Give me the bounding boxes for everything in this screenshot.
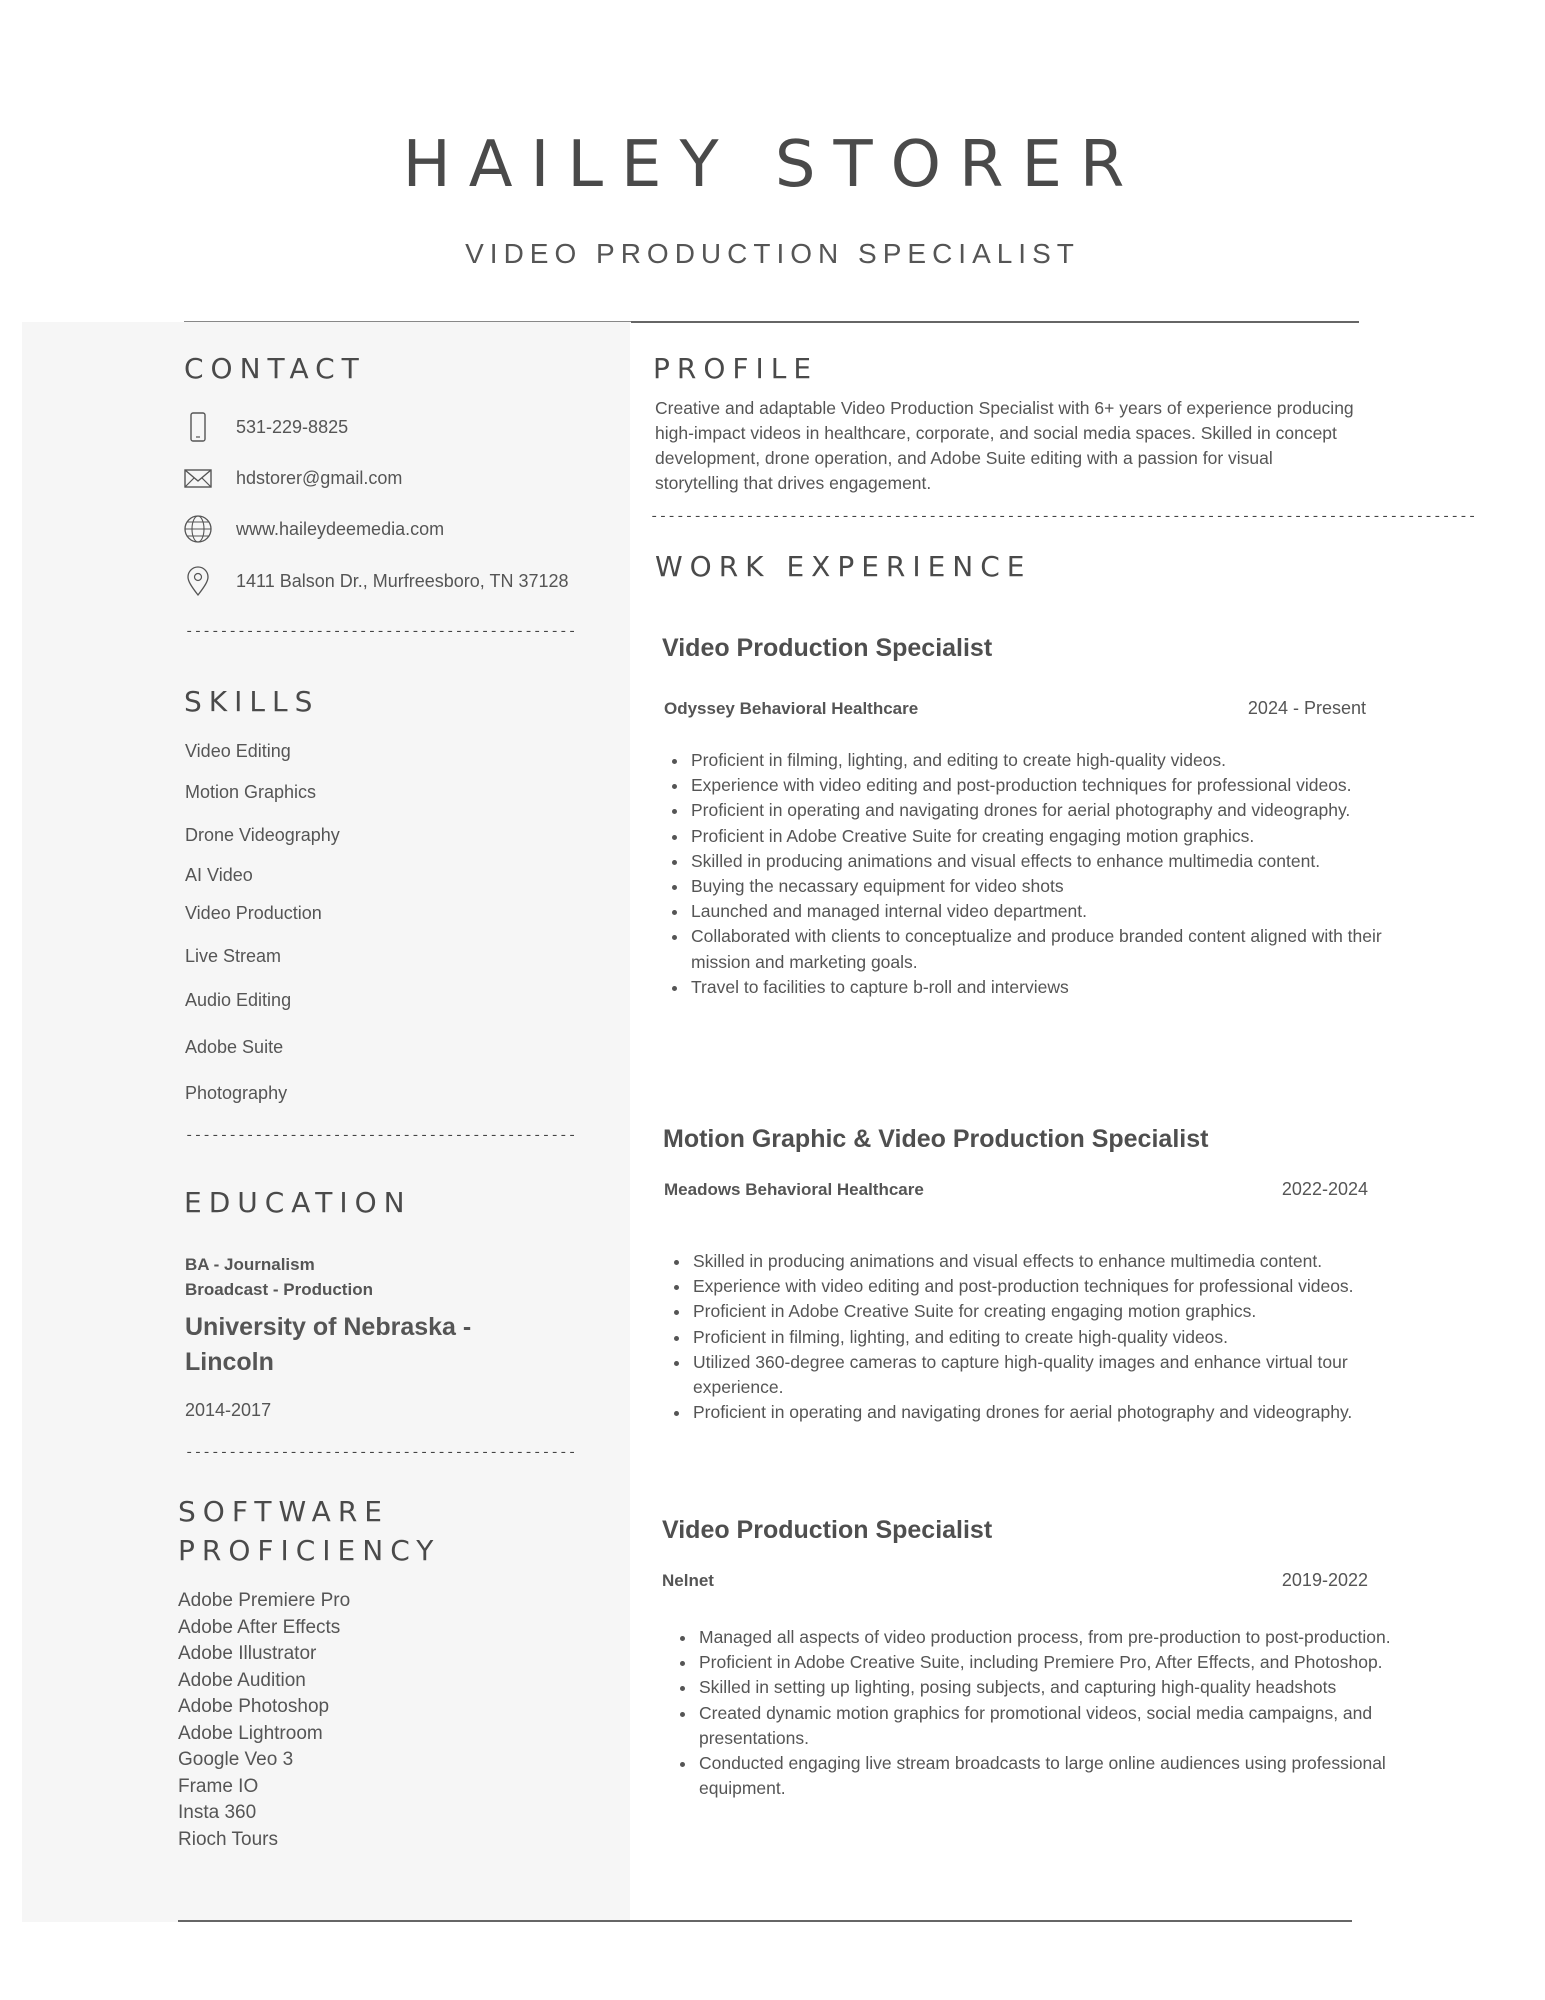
software-item: Insta 360 — [178, 1802, 257, 1823]
software-item: Rioch Tours — [178, 1828, 278, 1850]
software-heading-line1: SOFTWARE — [178, 1495, 389, 1528]
list-item: • Skilled in setting up lighting, posing subjects, and capturing high-quality headshots — [697, 1675, 1391, 1700]
list-item: • Buying the necassary equipment for video shots — [689, 874, 1389, 899]
software-item: Google Veo 3 — [178, 1749, 294, 1770]
candidate-name: HAILEY STORER — [402, 128, 1143, 202]
software-item: Adobe Photoshop — [178, 1696, 330, 1717]
contact-address — [183, 565, 569, 597]
list-item: • Travel to facilities to capture b-roll and interviews — [689, 975, 1389, 1000]
profile-divider: ----------------------------------------------------------------------------------------------- — [650, 509, 1477, 525]
skills-divider: --------------------------------------------- — [185, 1128, 577, 1144]
bottom-rule — [178, 1920, 1352, 1922]
address-text: 1411 Balson Dr., Murfreesboro, TN 37128 — [236, 570, 569, 591]
skill-item: Live Stream — [185, 946, 282, 966]
company-name: Odyssey Behavioral Healthcare — [664, 699, 919, 718]
software-item: Adobe After Effects — [178, 1616, 341, 1638]
concentration: Broadcast - Production — [185, 1280, 373, 1299]
software-list — [178, 1588, 350, 1853]
skill-item: Audio Editing — [185, 990, 292, 1010]
list-item: • Collaborated with clients to conceptualize and produce branded content aligned with their mission and marketing goals. — [689, 924, 1389, 974]
list-item: • Managed all aspects of video production process, from pre-production to post-production. — [697, 1625, 1391, 1650]
software-item: Adobe Audition — [178, 1669, 306, 1691]
software-item: Frame IO — [178, 1775, 259, 1797]
list-item: • Created dynamic motion graphics for promotional videos, social media campaigns, and presentations. — [697, 1701, 1391, 1751]
job-bullets — [672, 1625, 1391, 1801]
list-item: • Proficient in Adobe Creative Suite for creating engaging motion graphics. — [691, 1299, 1391, 1324]
company-name: Meadows Behavioral Healthcare — [664, 1180, 924, 1199]
software-item: Adobe Premiere Pro — [178, 1590, 351, 1611]
list-item: • Proficient in filming, lighting, and editing to create high-quality videos. — [691, 1325, 1391, 1350]
software-heading-line2: PROFICIENCY — [178, 1534, 441, 1567]
list-item: • Proficient in filming, lighting, and editing to create high-quality videos. — [689, 748, 1389, 773]
skill-item: Motion Graphics — [185, 782, 317, 802]
job-title-header: VIDEO PRODUCTION SPECIALIST — [465, 238, 1080, 269]
list-item: • Utilized 360-degree cameras to capture high-quality images and enhance virtual tour experience. — [691, 1350, 1391, 1400]
skill-item: Adobe Suite — [185, 1037, 284, 1057]
email-text[interactable]: hdstorer@gmail.com — [236, 467, 403, 488]
phone-icon — [183, 411, 213, 443]
phone-text[interactable]: 531-229-8825 — [236, 416, 349, 437]
list-item: • Skilled in producing animations and visual effects to enhance multimedia content. — [689, 849, 1389, 874]
list-item: • Launched and managed internal video department. — [689, 899, 1389, 924]
top-rule-right — [631, 321, 1359, 323]
skill-item: Drone Videography — [185, 825, 340, 845]
job-title: Video Production Specialist — [662, 634, 993, 662]
education-heading: EDUCATION — [184, 1186, 412, 1219]
email-icon — [183, 462, 213, 494]
list-item: • Proficient in Adobe Creative Suite, including Premiere Pro, After Effects, and Photoshop. — [697, 1650, 1391, 1675]
list-item: • Experience with video editing and post-production techniques for professional videos. — [691, 1274, 1391, 1299]
work-experience-heading: WORK EXPERIENCE — [655, 550, 1032, 583]
skill-item: AI Video — [185, 865, 253, 885]
list-item: • Proficient in operating and navigating drones for aerial photography and videography. — [689, 798, 1389, 823]
job-dates: 2024 - Present — [1247, 698, 1366, 718]
contact-heading: CONTACT — [184, 352, 366, 385]
skill-item: Video Production — [185, 903, 322, 923]
job-dates: 2019-2022 — [1281, 1570, 1368, 1590]
school-name: University of Nebraska - Lincoln — [185, 1313, 472, 1376]
contact-phone — [183, 411, 349, 443]
degree: BA - Journalism — [185, 1255, 315, 1274]
list-item: • Conducted engaging live stream broadcasts to large online audiences using professional equipment. — [697, 1751, 1391, 1801]
skill-item: Photography — [185, 1083, 288, 1103]
profile-heading: PROFILE — [653, 352, 819, 385]
list-item: • Proficient in Adobe Creative Suite for creating engaging motion graphics. — [689, 824, 1389, 849]
list-item: • Experience with video editing and post-production techniques for professional videos. — [689, 773, 1389, 798]
software-item: Adobe Lightroom — [178, 1722, 323, 1744]
company-name: Nelnet — [662, 1571, 714, 1590]
job-bullets — [666, 1249, 1391, 1425]
contact-divider: --------------------------------------------- — [185, 624, 577, 640]
software-item: Adobe Illustrator — [178, 1643, 317, 1664]
job-dates: 2022-2024 — [1281, 1179, 1368, 1199]
website-text[interactable]: www.haileydeemedia.com — [236, 518, 445, 539]
job-bullets — [664, 748, 1389, 1000]
skills-heading: SKILLS — [184, 685, 320, 718]
skill-item: Video Editing — [185, 741, 291, 761]
profile-summary: Creative and adaptable Video Production Specialist with 6+ years of experience producing high-impact videos in healthcare, corporate, and social media spaces. Skilled in concept development, drone operation, and Adobe Suite editing with a passion for visual storytelling that drives engagement. — [655, 398, 1354, 493]
list-item: • Skilled in producing animations and visual effects to enhance multimedia content. — [691, 1249, 1391, 1274]
education-divider: --------------------------------------------- — [185, 1445, 577, 1461]
contact-email — [183, 462, 403, 494]
globe-icon — [183, 513, 213, 545]
job-title: Video Production Specialist — [662, 1516, 993, 1544]
top-rule-left — [184, 321, 631, 322]
list-item: • Proficient in operating and navigating drones for aerial photography and videography. — [691, 1400, 1391, 1425]
job-title: Motion Graphic & Video Production Specialist — [663, 1125, 1209, 1153]
education-years: 2014-2017 — [185, 1400, 272, 1420]
location-pin-icon — [183, 565, 213, 597]
contact-website — [183, 513, 445, 545]
